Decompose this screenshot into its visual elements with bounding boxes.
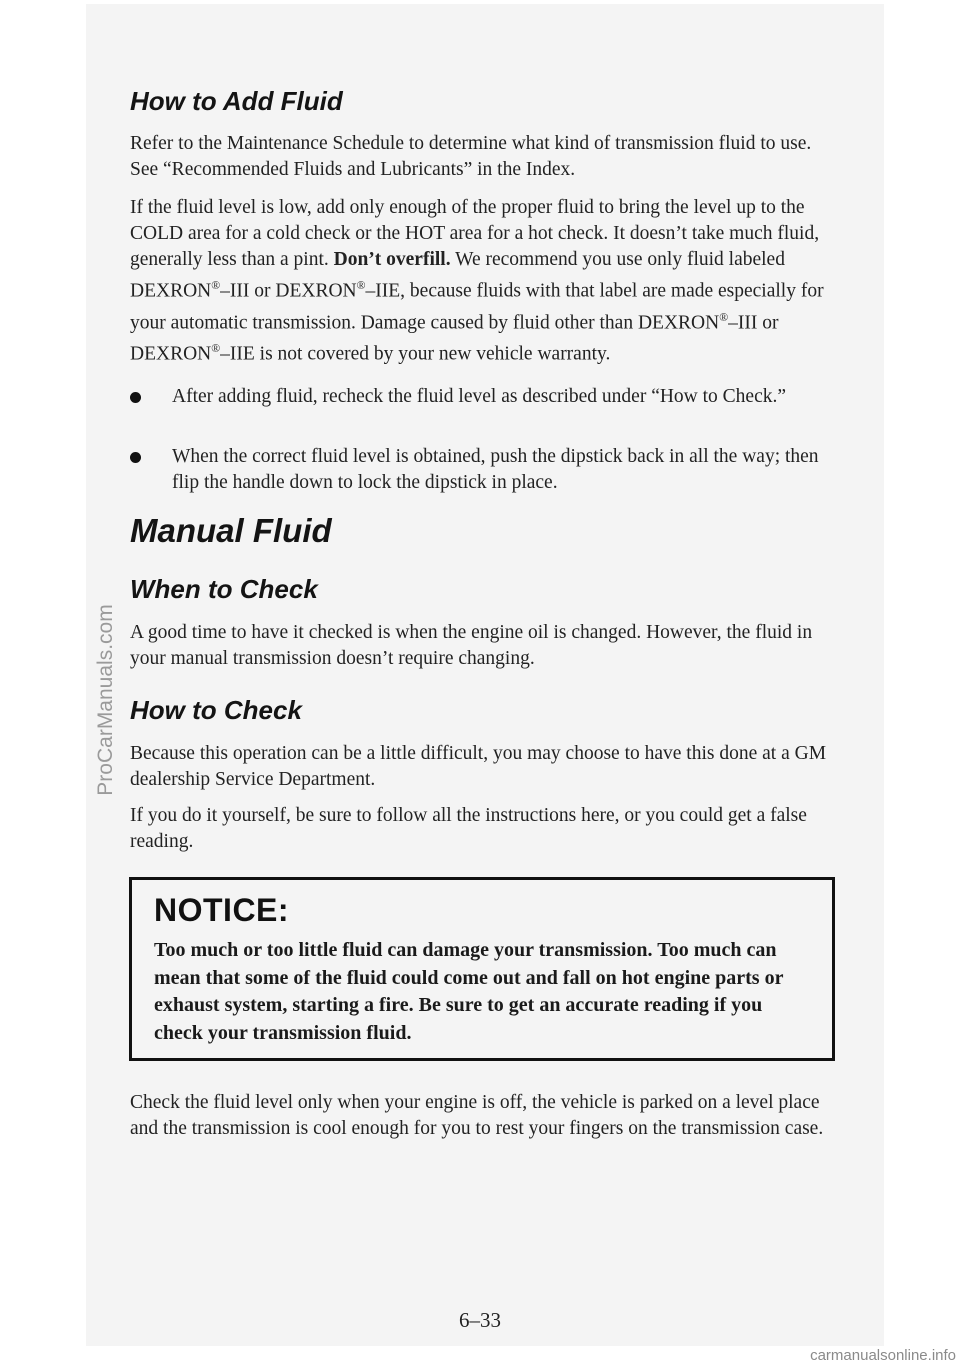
paragraph-when-to-check: A good time to have it checked is when the engine oil is changed. However, the fluid in your manual transmission doesn’t require changing. [130,622,813,669]
registered-mark: ® [211,342,221,355]
dexron-text-e: –IIE is not covered by your new vehicle warranty. [220,343,611,365]
dont-overfill-warning: Don’t overfill. [333,249,451,270]
paragraph-fluid-level-low-text: If the fluid level is low, add only enough of the proper fluid to bring the level up to the COLD area for a cold check or the HOT area for a hot check. It doesn’t take much fluid, generally less than a pint. [130,197,820,270]
bullet-item [130,444,840,496]
dexron-text-d: –III or DEXRON [130,312,779,365]
notice-title: NOTICE: [154,892,290,928]
bullet-dot-icon [130,452,141,463]
notice-text: Too much or too little fluid can damage your transmission. Too much can mean that some of the fluid could come out and fall on hot engine parts or exhaust system, starting a fire. Be sure to get an accurate reading if you check your transmission fluid. [154,939,784,1044]
heading-how-to-check: How to Check [130,695,302,725]
heading-when-to-check: When to Check [130,574,318,604]
bullet-item [130,384,840,410]
dexron-text-a: We recommend you use only fluid labeled DEXRON [130,249,785,302]
bullet-dot-icon [130,392,141,403]
registered-mark: ® [211,279,221,292]
page-number: 6–33 [459,1308,501,1332]
registered-mark: ® [356,279,366,292]
notice-box [129,877,835,1061]
watermark-bottom: carmanualsonline.info [810,1347,956,1364]
dexron-text-b: –III or DEXRON [220,280,357,302]
paragraph-fluid-level-low [130,195,840,368]
paragraph-operation-difficult: Because this operation can be a little difficult, you may choose to have this done at a GM dealership Service Department. [130,743,827,790]
bullet-text: When the correct fluid level is obtained, push the dipstick back in all the way; then flip the handle down to lock the dipstick in place. [172,446,819,493]
watermark-side: ProCarManuals.com [94,604,117,796]
bullet-text: After adding fluid, recheck the fluid level as described under “How to Check.” [172,386,787,407]
paragraph-check-fluid-level: Check the fluid level only when your engine is off, the vehicle is parked on a level place and the transmission is cool enough for you to rest your fingers on the transmission case. [130,1092,824,1139]
paragraph-do-it-yourself: If you do it yourself, be sure to follow all the instructions here, or you could get a false reading. [130,805,807,852]
registered-mark: ® [719,310,729,324]
heading-how-to-add-fluid: How to Add Fluid [130,86,343,116]
dexron-text-c: –IIE, because fluids with that label are made especially for your automatic transmission. Damage caused by fluid other than DEXRON [130,280,824,333]
paragraph-refer-maintenance: Refer to the Maintenance Schedule to determine what kind of transmission fluid to use. See “Recommended Fluids and Lubricants” in the Index. [130,133,812,180]
heading-manual-fluid: Manual Fluid [130,512,332,549]
